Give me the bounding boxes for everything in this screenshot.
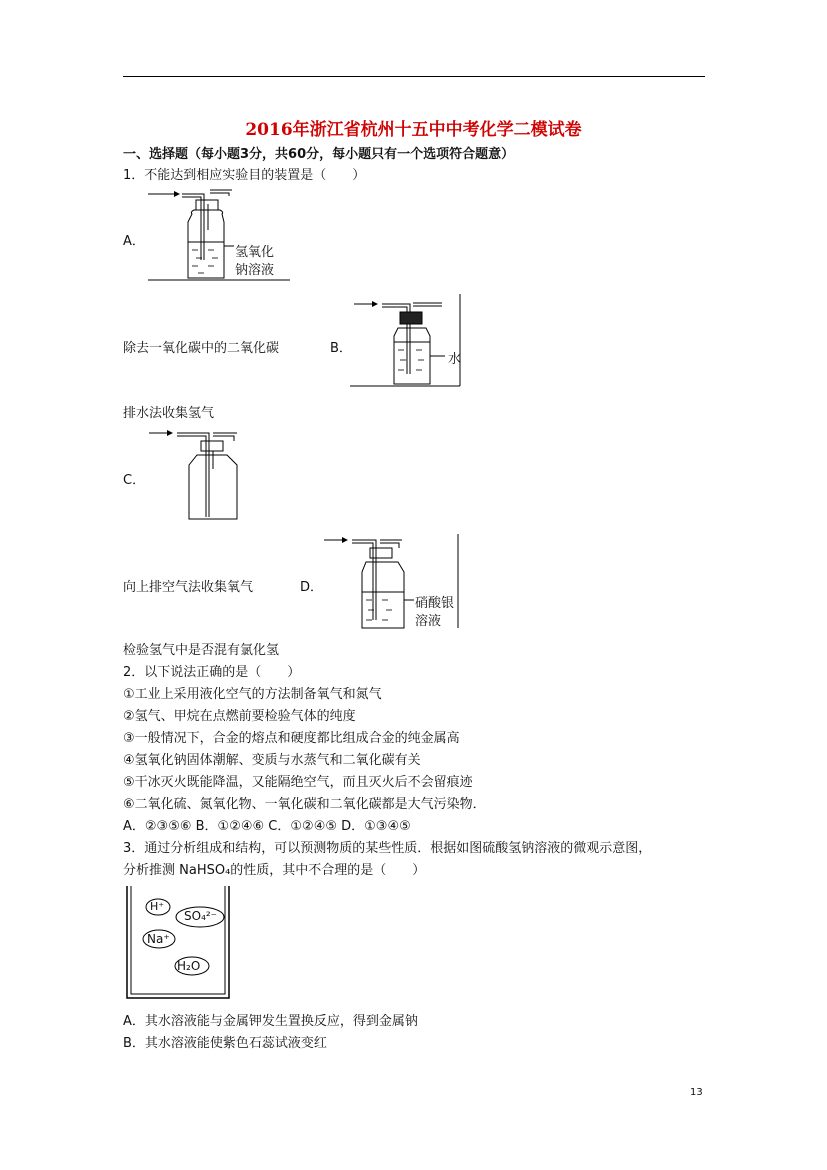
- beaker-diagram: [125, 884, 235, 1002]
- q3-option-a: A．其水溶液能与金属钾发生置换反应，得到金属钠: [123, 1014, 418, 1029]
- q1-option-d-desc: 检验氢气中是否混有氯化氢: [123, 643, 280, 658]
- sodium-hydroxide-label-line1: 氢氧化: [235, 245, 275, 260]
- q2-item: ⑥二氧化硫、氮氧化物、一氧化碳和二氧化碳都是大气污染物．: [123, 797, 486, 812]
- q3-stem-line2: 分析推测 NaHSO₄的性质，其中不合理的是（ ）: [123, 863, 426, 878]
- sodium-ion-label: Na⁺: [147, 932, 170, 946]
- gas-bottle-b: [350, 292, 465, 387]
- sodium-hydroxide-label-line2: 钠溶液: [235, 263, 275, 278]
- q1-option-b-letter: B．: [330, 341, 352, 356]
- silver-nitrate-label-line2: 溶液: [415, 614, 442, 629]
- q1-option-d-letter: D．: [300, 580, 324, 595]
- page-title: 2016年浙江省杭州十五中中考化学二模试卷: [245, 120, 582, 140]
- water-label: 水: [448, 352, 462, 367]
- q2-item: ④氢氧化钠固体潮解、变质与水蒸气和二氧化碳有关: [123, 753, 421, 768]
- page-number: 13: [690, 1087, 703, 1098]
- header-rule: [123, 76, 705, 77]
- q1-stem: 1．不能达到相应实验目的装置是（ ）: [123, 168, 366, 183]
- water-molecule-label: H₂O: [177, 959, 201, 973]
- silver-nitrate-label-line1: 硝酸银: [415, 596, 455, 611]
- sulfate-ion-label: SO₄²⁻: [184, 909, 218, 923]
- q1-option-c-letter: C．: [123, 473, 146, 488]
- q2-item: ⑤干冰灭火既能降温，又能隔绝空气，而且灭火后不会留痕迹: [123, 775, 473, 790]
- q1-option-a-desc: 除去一氧化碳中的二氧化碳: [123, 341, 280, 356]
- q2-item: ①工业上采用液化空气的方法制备氧气和氮气: [123, 687, 382, 702]
- q1-option-b-desc: 排水法收集氢气: [123, 406, 215, 421]
- hydrogen-ion-label: H⁺: [150, 900, 165, 913]
- gas-bottle-c: [145, 423, 250, 523]
- q2-item: ③一般情况下，合金的熔点和硬度都比组成合金的纯金属高: [123, 731, 460, 746]
- q1-option-c-desc: 向上排空气法收集氧气: [123, 580, 254, 595]
- q2-item: ②氢气、甲烷在点燃前要检验气体的纯度: [123, 709, 356, 724]
- section-heading: 一、选择题（每小题3分，共60分，每小题只有一个选项符合题意）: [123, 147, 515, 162]
- q1-option-a-letter: A．: [123, 234, 145, 249]
- q2-stem: 2．以下说法正确的是（ ）: [123, 665, 301, 680]
- q3-option-b: B．其水溶液能使紫色石蕊试液变红: [123, 1036, 327, 1051]
- q3-stem-line1: 3．通过分析组成和结构，可以预测物质的某些性质．根据如图硫酸氢钠溶液的微观示意图，: [123, 841, 652, 856]
- q2-options: A．②③⑤⑥ B．①②④⑥ C．①②④⑤ D．①③④⑤: [123, 819, 411, 834]
